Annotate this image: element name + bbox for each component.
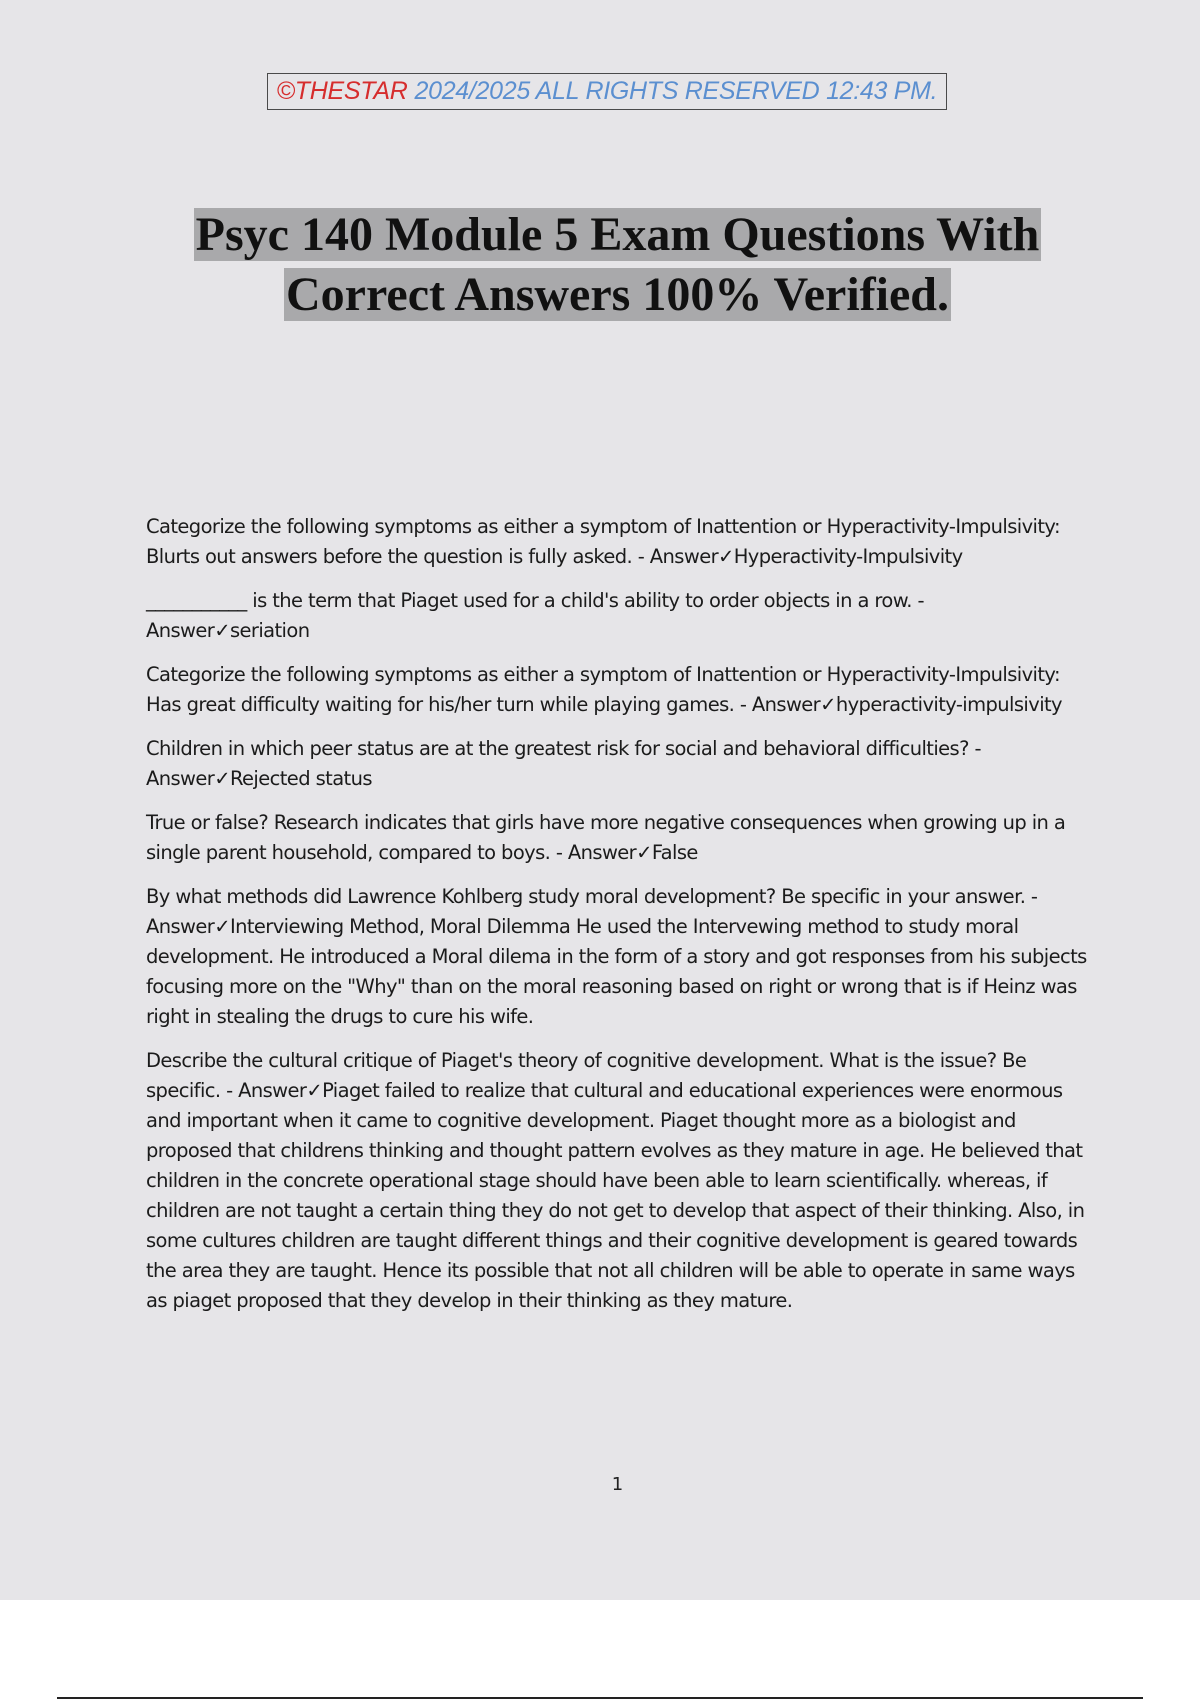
copyright-brand: ©THESTAR <box>276 77 408 105</box>
qa-item: Categorize the following symptoms as either a symptom of Inattention or Hyperactivity-Impulsivity: Blurts out answers before the question is fully asked. - Answer✓Hyperactivity-Impulsivity <box>146 515 1060 568</box>
title-line-1: Psyc 140 Module 5 Exam Questions With <box>195 208 1040 261</box>
title-line-2: Correct Answers 100% Verified. <box>286 268 949 321</box>
qa-item: By what methods did Lawrence Kohlberg study moral development? Be specific in your answer. - Answer✓Interviewing Method, Moral Dilemma He used the Intervewing method to study moral development. He introduced a Moral dilema in the form of a story and got responses from his subjects focusing more on the "Why" than on the moral reasoning based on right or wrong that is if Heinz was right in stealing the drugs to cure his wife. <box>146 885 1087 1028</box>
bottom-divider <box>57 1697 1143 1699</box>
qa-item: ___________ is the term that Piaget used for a child's ability to order objects in a row. - Answer✓seriation <box>146 589 924 642</box>
qa-item: Children in which peer status are at the greatest risk for social and behavioral difficulties? - Answer✓Rejected status <box>146 737 981 790</box>
document-title <box>0 205 1200 325</box>
question-answer-list <box>146 512 1091 1330</box>
copyright-banner <box>267 73 947 110</box>
qa-item: True or false? Research indicates that girls have more negative consequences when growing up in a single parent household, compared to boys. - Answer✓False <box>146 811 1066 864</box>
qa-item: Categorize the following symptoms as either a symptom of Inattention or Hyperactivity-Impulsivity: Has great difficulty waiting for his/her turn while playing games. - Answer✓hyperactivity-impulsivity <box>146 663 1062 716</box>
page-number: 1 <box>611 1474 624 1495</box>
copyright-text: 2024/2025 ALL RIGHTS RESERVED 12:43 PM. <box>414 77 938 105</box>
qa-item: Describe the cultural critique of Piaget's theory of cognitive development. What is the issue? Be specific. - Answer✓Piaget failed to realize that cultural and educational experiences were enormous and important when it came to cognitive development. Piaget thought more as a biologist and proposed that childrens thinking and thought pattern evolves as they mature in age. He believed that children in the concrete operational stage should have been able to learn scientifically. whereas, if children are not taught a certain thing they do not get to develop that aspect of their thinking. Also, in some cultures children are taught different things and their cognitive development is geared towards the area they are taught. Hence its possible that not all children will be able to operate in same ways as piaget proposed that they develop in their thinking as they mature. <box>146 1049 1085 1312</box>
